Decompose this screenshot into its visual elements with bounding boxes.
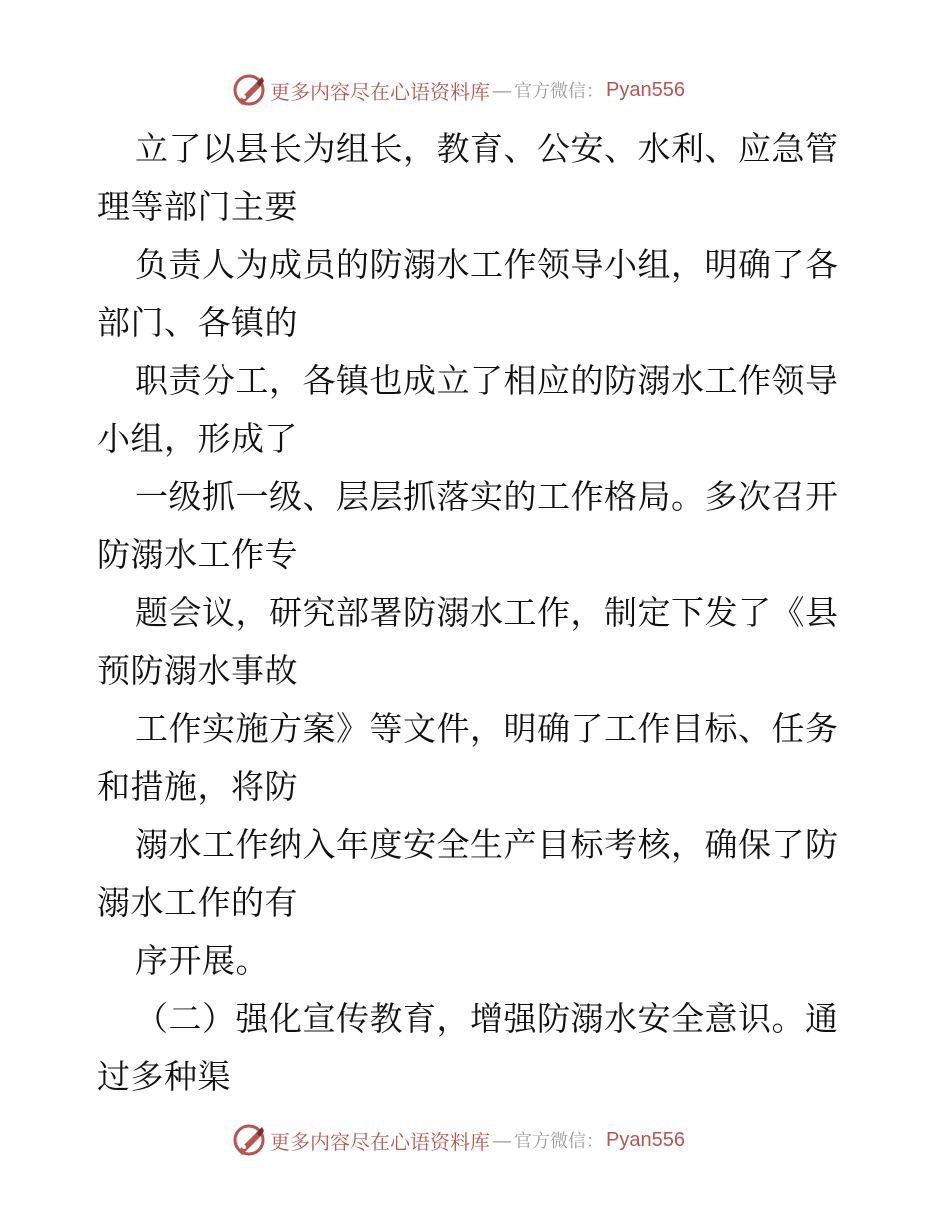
watermark-dash: — [492,1128,512,1152]
watermark-id: Pyan556 [606,78,685,101]
text-line: 职责分工，各镇也成立了相应的防溺水工作领导 [135,361,839,400]
text-line: 溺水工作纳入年度安全生产目标考核，确保了防 [135,825,839,864]
watermark-label: 官方微信： [514,1131,604,1152]
text-line: 负责人为成员的防溺水工作领导小组，明确了各 [135,245,839,284]
header-watermark [232,72,685,108]
text-line: 一级抓一级、层层抓落实的工作格局。多次召开 [135,477,839,516]
watermark-id: Pyan556 [606,1128,685,1151]
text-line: 防溺水工作专 [97,535,298,574]
text-line: 部门、各镇的 [97,303,298,342]
pen-logo-icon [232,1123,266,1157]
text-line: 溺水工作的有 [97,883,298,922]
text-line: 题会议，研究部署防溺水工作，制定下发了《县 [135,593,839,632]
document-body [97,120,857,1106]
watermark-label: 官方微信： [514,81,604,102]
text-line: （二）强化宣传教育，增强防溺水安全意识。通 [135,999,839,1038]
watermark-brand: 更多内容尽在心语资料库 [270,1129,490,1154]
text-line: 小组，形成了 [97,419,298,458]
text-line: 工作实施方案》等文件，明确了工作目标、任务 [135,709,839,748]
pen-logo-icon [232,73,266,107]
text-line: 过多种渠 [97,1057,231,1096]
text-line: 理等部门主要 [97,187,298,226]
text-line: 预防溺水事故 [97,651,298,690]
text-line: 立了以县长为组长，教育、公安、水利、应急管 [135,129,839,168]
footer-watermark [232,1122,685,1158]
watermark-brand: 更多内容尽在心语资料库 [270,79,490,104]
watermark-dash: — [492,78,512,102]
text-line: 和措施，将防 [97,767,298,806]
text-line: 序开展。 [135,941,269,980]
